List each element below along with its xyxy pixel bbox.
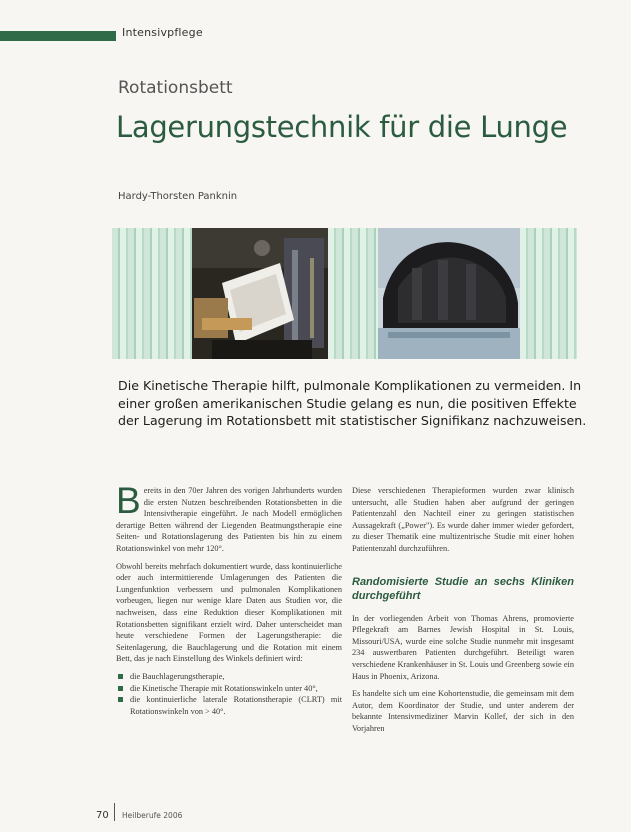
- lead-text: Die Kinetische Therapie hilft, pulmonale Komplikationen zu vermeiden. In einer großen amerikanischen Studie gelang es nun, die positiven Effekte der Lagerung im Rotationsbett mit statistischer Signifikanz nachzuweisen.: [118, 378, 587, 428]
- intro-paragraph: [116, 480, 342, 555]
- page-number: 70: [96, 810, 109, 821]
- therapy-list: [116, 671, 342, 717]
- rotation-bed-photo-2: [378, 228, 520, 359]
- body-column-right: [352, 485, 574, 741]
- body-paragraph: Es handelte sich um eine Kohortenstudie, die gemeinsam mit dem Autor, dem Koordinator der Studie, und unter anderem der bekannte Intensivmediziner Marvin Kollef, der sich in den Vorjahren: [352, 689, 574, 733]
- header-accent-bar: [0, 31, 116, 41]
- rotation-bed-photo-1: [192, 228, 328, 359]
- body-paragraph: Diese verschiedenen Therapieformen wurden zwar klinisch untersucht, alle Studien haben aber aufgrund der geringen Patientenzahl den Nachteil einer zu geringen statistischen Aussagekraft („Power"). Es wurde daher immer wieder gefordert, zu dieser Thematik eine multizentrische Studie mit einer hohen Patientenzahl durchzuführen.: [352, 486, 574, 553]
- body-column-left: [116, 480, 342, 717]
- journal-name: Heilberufe 2006: [122, 811, 183, 820]
- article-title: Lagerungstechnik für die Lunge: [116, 110, 568, 144]
- lead-paragraph: [118, 377, 588, 430]
- body-paragraph: In der vorliegenden Arbeit von Thomas Ahrens, promovierte Pflegekraft am Barnes Jewish Hospital in St. Louis, Missouri/USA, wurde eine solche Studie nunmehr mit insgesamt 234 auswertbaren Patienten durchgeführt. Beteiligt waren verschiedene Krankenhäuser in St. Louis und Greenberg sowie ein Haus in Phoenix, Arizona.: [352, 613, 574, 681]
- subheading: Randomisierte Studie an sechs Kliniken durchgeführt: [352, 575, 574, 602]
- article-author: Hardy-Thorsten Panknin: [118, 191, 238, 202]
- body-paragraph: Obwohl bereits mehrfach dokumentiert wurde, dass kontinuierliche oder auch intermittierende Umlagerungen des Patienten die Lungenfunktion verbessern und pulmonalen Komplikationen vorbeugen, liegen nur wenige klare Daten aus Studien vor, die nachweisen, dass eine Reduktion dieser Komplikationen mit Rotationsbetten signifikant erzielt wird. Daher unterscheidet man heute verschiedene Formen der Lagerungstherapie: die Seitenlagerung, die Bauchlagerung und die Rotation mit einem Bett, das je nach Einstellung des Winkels definiert wird:: [116, 561, 342, 664]
- list-item: die kontinuierliche laterale Rotationstherapie (CLRT) mit Rotationswinkeln von > 40°.: [130, 695, 342, 716]
- list-item: die Bauchlagerungstherapie,: [130, 671, 342, 683]
- section-label: Intensivpflege: [122, 26, 203, 39]
- footer-divider: [114, 803, 115, 821]
- list-item: die Kinetische Therapie mit Rotationswinkeln unter 40°,: [130, 683, 342, 695]
- dropcap: B: [116, 480, 141, 521]
- article-kicker: Rotationsbett: [118, 78, 233, 98]
- intro-text: ereits in den 70er Jahren des vorigen Jahrhunderts wurden die ersten Nutzen beschreibenden Rotationsbetten in die Intensivtherapie eingeführt. Je nach Modell ermöglichen derartige Betten während der Liegenden Beatmungstherapie eine Seiten- und Rotationslagerung des Patienten bis hin zu einem Rotationswinkel von mehr 120°.: [116, 486, 342, 553]
